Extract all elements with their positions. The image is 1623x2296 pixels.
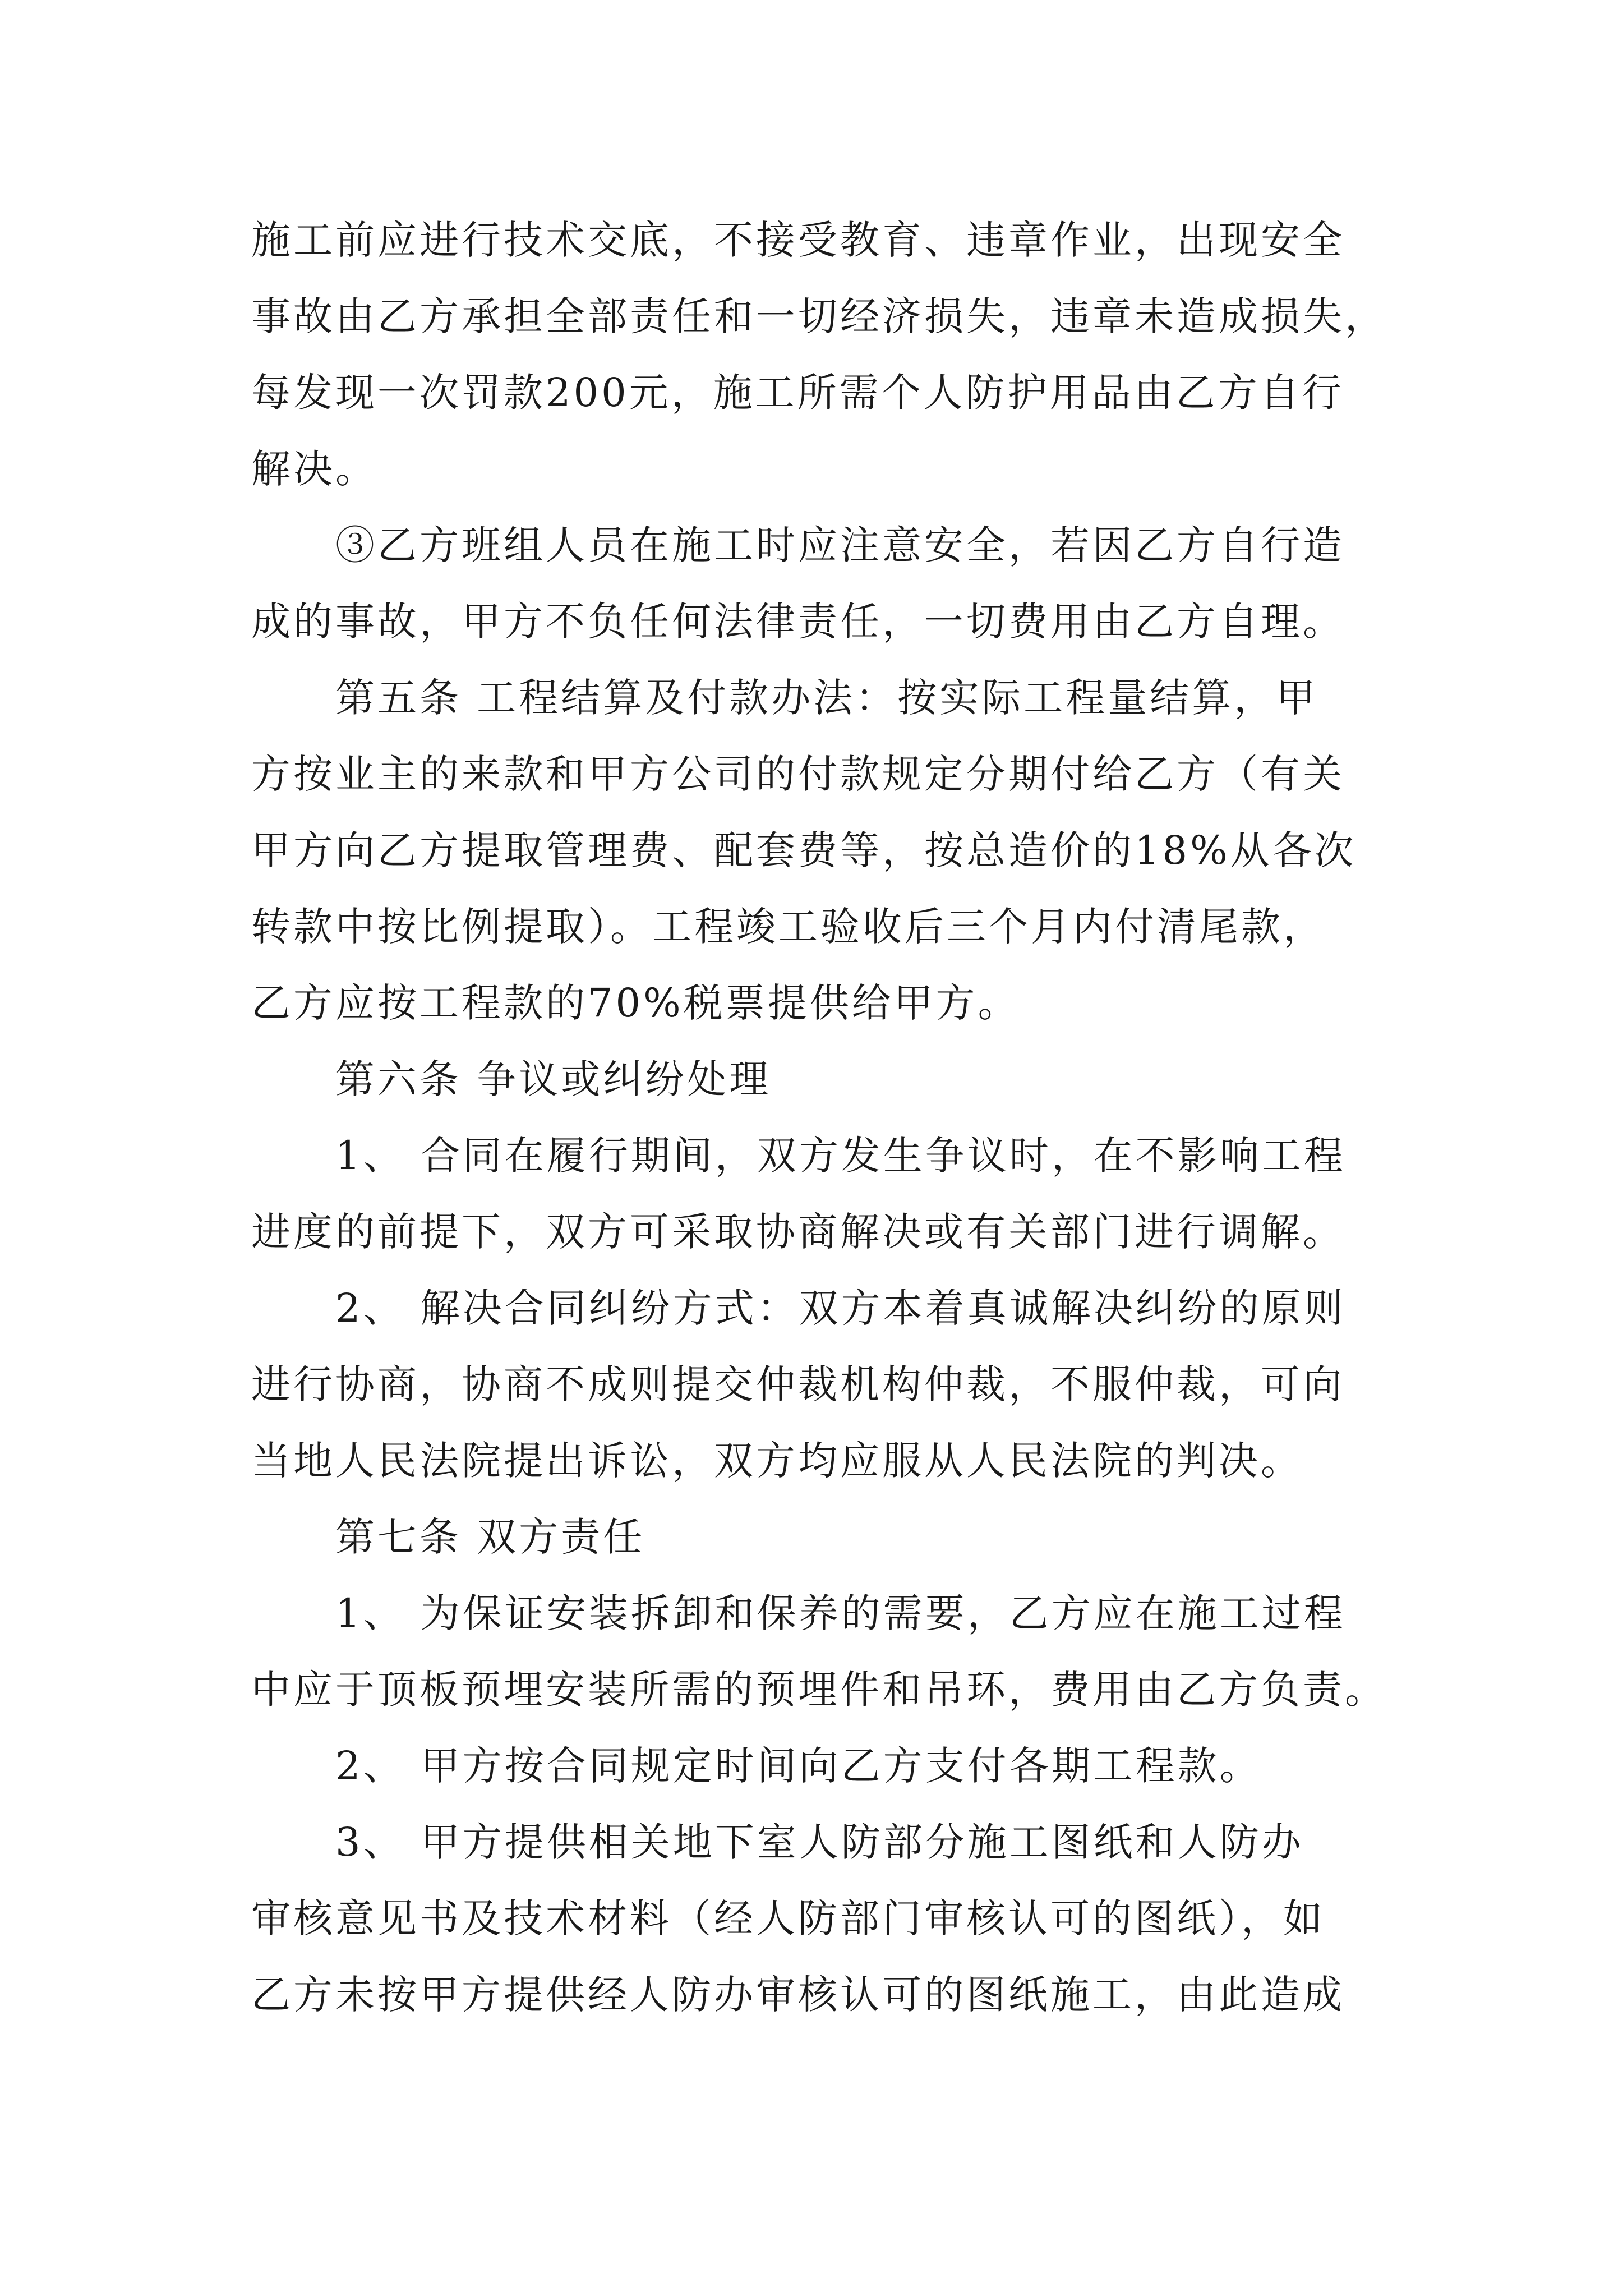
text-line: 审核意见书及技术材料（经人防部门审核认可的图纸），如 [251, 1895, 1325, 1941]
text-line: 每发现一次罚款200元，施工所需个人防护用品由乙方自行 [251, 370, 1344, 416]
text-line: 进行协商，协商不成则提交仲裁机构仲裁，不服仲裁，可向 [251, 1361, 1345, 1407]
text-line: 事故由乙方承担全部责任和一切经济损失，违章未造成损失， [251, 293, 1387, 339]
text-line: 方按业主的来款和甲方公司的付款规定分期付给乙方（有关 [251, 751, 1345, 797]
text-line: 进度的前提下，双方可采取协商解决或有关部门进行调解。 [251, 1209, 1345, 1255]
clause-7-1-start-line: 1、 为保证安装拆卸和保养的需要，乙方应在施工过程 [335, 1590, 1346, 1636]
contract-body-text [251, 202, 1395, 2033]
text-line: 成的事故，甲方不负任何法律责任，一切费用由乙方自理。 [251, 599, 1345, 645]
article-5-heading-line: 第五条 工程结算及付款办法：按实际工程量结算，甲 [335, 675, 1318, 721]
article-7-heading: 第七条 双方责任 [335, 1514, 645, 1560]
text-line: 施工前应进行技术交底，不接受教育、违章作业，出现安全 [251, 217, 1345, 263]
paragraph-start-line: ③乙方班组人员在施工时应注意安全，若因乙方自行造 [335, 522, 1345, 568]
clause-6-2-start-line: 2、 解决合同纠纷方式：双方本着真诚解决纠纷的原则 [335, 1285, 1346, 1331]
text-line: 甲方向乙方提取管理费、配套费等，按总造价的18%从各次 [251, 827, 1357, 873]
clause-6-1-start-line: 1、 合同在履行期间，双方发生争议时，在不影响工程 [335, 1133, 1346, 1179]
article-6-heading: 第六条 争议或纠纷处理 [335, 1056, 772, 1102]
text-line: 转款中按比例提取）。工程竣工验收后三个月内付清尾款， [251, 904, 1325, 950]
clause-7-3-start-line: 3、 甲方提供相关地下室人防部分施工图纸和人防办 [335, 1819, 1304, 1865]
text-line: 乙方应按工程款的70%税票提供给甲方。 [251, 980, 1020, 1026]
text-line: 当地人民法院提出诉讼，双方均应服从人民法院的判决。 [251, 1438, 1303, 1484]
clause-7-2-line: 2、 甲方按合同规定时间向乙方支付各期工程款。 [335, 1743, 1262, 1789]
text-line: 中应于顶板预埋安装所需的预埋件和吊环，费用由乙方负责。 [251, 1667, 1387, 1713]
text-line: 乙方未按甲方提供经人防办审核认可的图纸施工，由此造成 [251, 1972, 1345, 2018]
text-line: 解决。 [251, 446, 377, 492]
